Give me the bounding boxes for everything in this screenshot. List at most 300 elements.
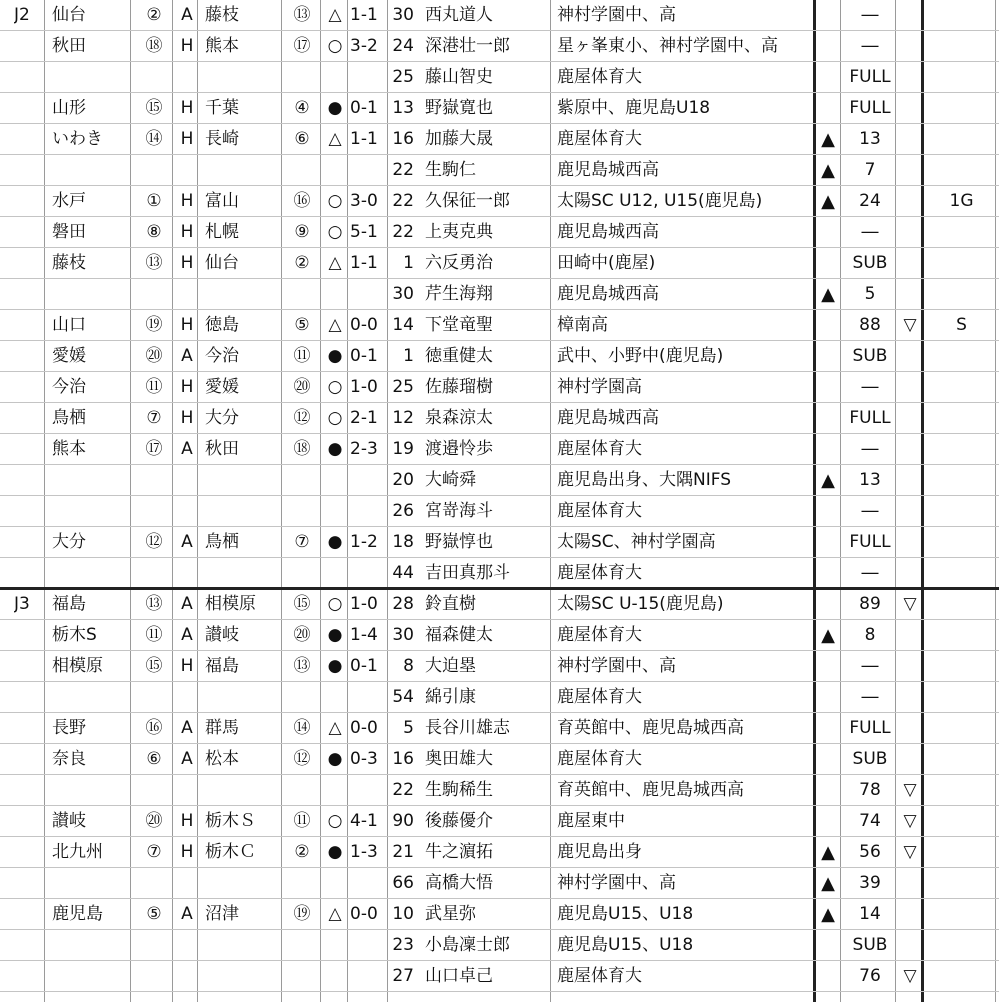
row-divider: [0, 92, 999, 93]
home-away-cell: [177, 930, 197, 961]
column-divider: [813, 0, 816, 1002]
result-mark-cell: ●: [327, 532, 343, 552]
note-cell: [924, 124, 999, 155]
note-cell: [924, 0, 999, 31]
table-row: [0, 248, 999, 279]
shirt-number-cell: 13: [392, 98, 414, 118]
result-mark-cell: ○: [327, 222, 343, 242]
opponent-rank-cell: ⑤: [294, 315, 310, 335]
sub-in-cell: [815, 682, 841, 713]
team-cell: 相模原: [52, 656, 103, 676]
player-name-cell: 山口卓己: [425, 966, 493, 986]
score-cell: 3-0: [350, 191, 378, 211]
sub-in-cell: [815, 496, 841, 527]
score-cell: [350, 868, 390, 899]
minutes-cell: FULL: [849, 408, 891, 428]
score-cell: 1-1: [350, 129, 378, 149]
table-row: [0, 93, 999, 124]
shirt-number-cell: 18: [392, 532, 414, 552]
table-row: [0, 341, 999, 372]
team-rank-cell: [136, 465, 172, 496]
opponent-rank-cell: ⑮: [293, 594, 311, 614]
opponent-cell: 沼津: [205, 904, 239, 924]
team-rank-cell: ⑱: [145, 36, 163, 56]
sub-out-cell: [897, 527, 923, 558]
minutes-cell: SUB: [852, 253, 888, 273]
table-row: [0, 589, 999, 620]
table-row: [0, 868, 999, 899]
opponent-rank-cell: ⑲: [293, 904, 311, 924]
sub-out-cell: [897, 372, 923, 403]
career-history-cell: 鹿屋体育大: [557, 625, 642, 645]
minutes-cell: ―: [861, 563, 879, 583]
career-history-cell: 田崎中(鹿屋): [557, 253, 656, 273]
career-history-cell: 星ヶ峯東小、神村学園中、高: [557, 36, 778, 56]
home-away-cell: [177, 62, 197, 93]
sub-out-cell: [897, 124, 923, 155]
home-away-cell: H: [180, 98, 194, 118]
home-away-cell: A: [181, 439, 193, 459]
division-cell: [14, 837, 44, 868]
home-away-cell: A: [181, 625, 193, 645]
note-cell: [924, 62, 999, 93]
column-divider: [921, 0, 924, 1002]
sub-in-cell: ▲: [821, 129, 835, 150]
opponent-cell: 千葉: [205, 98, 239, 118]
minutes-cell: 7: [864, 160, 876, 180]
sub-out-cell: [897, 558, 923, 589]
sub-in-cell: [815, 775, 841, 806]
table-row: [0, 186, 999, 217]
score-cell: 4-1: [350, 811, 378, 831]
sub-in-cell: [815, 217, 841, 248]
sub-out-cell: [897, 744, 923, 775]
team-cell: 山形: [52, 98, 86, 118]
minutes-cell: 24: [859, 191, 881, 211]
division-cell: [14, 558, 44, 589]
shirt-number-cell: 30: [392, 5, 414, 25]
opponent-cell: [205, 930, 281, 961]
division-cell: J3: [14, 594, 30, 614]
player-name-cell: 大崎舜: [425, 470, 476, 490]
row-divider: [0, 960, 999, 961]
sub-out-cell: [897, 682, 923, 713]
career-history-cell: 太陽SC U-15(鹿児島): [557, 594, 724, 614]
sub-out-cell: [897, 279, 923, 310]
table-row: [0, 496, 999, 527]
team-rank-cell: ⑳: [145, 346, 163, 366]
player-name-cell: 生駒稀生: [425, 780, 493, 800]
minutes-cell: ―: [861, 439, 879, 459]
note-cell: [924, 775, 999, 806]
team-rank-cell: ②: [146, 5, 162, 25]
opponent-cell: [205, 961, 281, 992]
team-rank-cell: [136, 558, 172, 589]
sub-out-cell: [897, 155, 923, 186]
opponent-cell: 札幌: [205, 222, 239, 242]
opponent-cell: [205, 682, 281, 713]
table-row: [0, 62, 999, 93]
team-cell: 鹿児島: [52, 904, 103, 924]
player-name-cell: 久保征一郎: [425, 191, 510, 211]
minutes-cell: 88: [859, 315, 881, 335]
division-cell: [14, 62, 44, 93]
score-cell: 0-0: [350, 904, 378, 924]
column-divider: [840, 0, 841, 1002]
sub-out-cell: [897, 620, 923, 651]
division-cell: [14, 341, 44, 372]
team-cell: 山口: [52, 315, 86, 335]
home-away-cell: [177, 868, 197, 899]
note-cell: [924, 279, 999, 310]
shirt-number-cell: 22: [392, 191, 414, 211]
sub-out-cell: [897, 434, 923, 465]
player-name-cell: 綿引康: [425, 687, 476, 707]
player-name-cell: 福森健太: [425, 625, 493, 645]
shirt-number-cell: 25: [392, 67, 414, 87]
player-name-cell: 泉森涼太: [425, 408, 493, 428]
result-mark-cell: ○: [327, 408, 343, 428]
result-mark-cell: ●: [327, 98, 343, 118]
shirt-number-cell: 23: [392, 935, 414, 955]
opponent-cell: 藤枝: [205, 5, 239, 25]
shirt-number-cell: 16: [392, 749, 414, 769]
table-row: [0, 899, 999, 930]
row-divider: [0, 495, 999, 496]
team-cell: 水戸: [52, 191, 86, 211]
team-rank-cell: ⑮: [145, 98, 163, 118]
player-name-cell: 小島凜士郎: [425, 935, 510, 955]
team-cell: 仙台: [52, 5, 86, 25]
shirt-number-cell: 90: [392, 811, 414, 831]
result-mark-cell: [323, 558, 347, 589]
career-history-cell: 鹿児島城西高: [557, 160, 659, 180]
home-away-cell: A: [181, 5, 193, 25]
career-history-cell: 太陽SC、神村学園高: [557, 532, 716, 552]
result-mark-cell: △: [328, 5, 342, 25]
note-cell: [924, 713, 999, 744]
minutes-cell: ―: [861, 36, 879, 56]
note-cell: [924, 341, 999, 372]
score-cell: [350, 62, 390, 93]
division-cell: [14, 93, 44, 124]
note-cell: [924, 372, 999, 403]
home-away-cell: [177, 558, 197, 589]
note-cell: [924, 558, 999, 589]
sub-in-cell: [815, 31, 841, 62]
score-cell: 0-0: [350, 718, 378, 738]
shirt-number-cell: 25: [392, 377, 414, 397]
sub-out-cell: [897, 713, 923, 744]
sub-out-cell: [897, 403, 923, 434]
table-row: [0, 744, 999, 775]
shirt-number-cell: 16: [392, 129, 414, 149]
sub-in-cell: [815, 93, 841, 124]
team-rank-cell: [136, 279, 172, 310]
division-cell: [14, 496, 44, 527]
player-name-cell: 野嶽惇也: [425, 532, 493, 552]
shirt-number-cell: 24: [392, 36, 414, 56]
home-away-cell: H: [180, 222, 194, 242]
home-away-cell: H: [180, 377, 194, 397]
minutes-cell: 8: [864, 625, 876, 645]
minutes-cell: 78: [859, 780, 881, 800]
opponent-cell: [205, 868, 281, 899]
score-cell: 0-1: [350, 346, 378, 366]
opponent-rank-cell: ⑦: [294, 532, 310, 552]
opponent-cell: 大分: [205, 408, 239, 428]
column-divider: [387, 0, 388, 1002]
shirt-number-cell: 8: [403, 656, 414, 676]
opponent-rank-cell: ⑨: [294, 222, 310, 242]
table-row: [0, 558, 999, 589]
team-cell: [52, 279, 130, 310]
team-rank-cell: ⑭: [145, 129, 163, 149]
score-cell: 1-0: [350, 377, 378, 397]
minutes-cell: FULL: [849, 67, 891, 87]
career-history-cell: 鹿児島U15、U18: [557, 935, 694, 955]
opponent-rank-cell: ⑪: [293, 346, 311, 366]
note-cell: [924, 403, 999, 434]
sub-in-cell: [815, 403, 841, 434]
score-cell: 0-1: [350, 656, 378, 676]
opponent-cell: 栃木Ｓ: [205, 811, 256, 831]
career-history-cell: 神村学園中、高: [557, 873, 676, 893]
sub-out-cell: [897, 62, 923, 93]
division-cell: [14, 310, 44, 341]
shirt-number-cell: 28: [392, 594, 414, 614]
table-row: [0, 372, 999, 403]
division-cell: [14, 806, 44, 837]
opponent-rank-cell: ⑥: [294, 129, 310, 149]
shirt-number-cell: 54: [392, 687, 414, 707]
player-name-cell: 生駒仁: [425, 160, 476, 180]
team-rank-cell: ⑯: [145, 718, 163, 738]
sub-in-cell: [815, 341, 841, 372]
sub-out-cell: [897, 217, 923, 248]
career-history-cell: 鹿屋体育大: [557, 501, 642, 521]
sub-in-cell: ▲: [821, 873, 835, 894]
table-row: [0, 279, 999, 310]
note-cell: [924, 682, 999, 713]
division-cell: [14, 651, 44, 682]
player-name-cell: 渡邉怜歩: [425, 439, 493, 459]
opponent-cell: [205, 465, 281, 496]
note-cell: [924, 465, 999, 496]
team-cell: 奈良: [52, 749, 86, 769]
player-name-cell: 高橋大悟: [425, 873, 493, 893]
table-row: [0, 0, 999, 31]
career-history-cell: 神村学園高: [557, 377, 642, 397]
division-cell: [14, 31, 44, 62]
note-cell: [924, 930, 999, 961]
minutes-cell: 39: [859, 873, 881, 893]
note-cell: 1G: [949, 191, 974, 211]
row-divider: [0, 774, 999, 775]
sub-out-cell: [897, 496, 923, 527]
team-rank-cell: ⑳: [145, 811, 163, 831]
opponent-cell: 松本: [205, 749, 239, 769]
division-cell: [14, 155, 44, 186]
score-cell: 0-0: [350, 315, 378, 335]
minutes-cell: 13: [859, 470, 881, 490]
score-cell: 1-0: [350, 594, 378, 614]
career-history-cell: 鹿屋体育大: [557, 439, 642, 459]
opponent-cell: 相模原: [205, 594, 256, 614]
team-rank-cell: ⑤: [146, 904, 162, 924]
opponent-cell: [205, 775, 281, 806]
division-cell: [14, 899, 44, 930]
team-rank-cell: ⑬: [145, 594, 163, 614]
career-history-cell: 鹿屋体育大: [557, 67, 642, 87]
opponent-cell: [205, 496, 281, 527]
minutes-cell: SUB: [852, 749, 888, 769]
minutes-cell: 13: [859, 129, 881, 149]
team-rank-cell: ⑧: [146, 222, 162, 242]
result-mark-cell: ●: [327, 439, 343, 459]
home-away-cell: [177, 279, 197, 310]
result-mark-cell: [323, 930, 347, 961]
table-row: [0, 527, 999, 558]
player-name-cell: 長谷川雄志: [425, 718, 510, 738]
opponent-rank-cell: ⑯: [293, 191, 311, 211]
row-divider: [0, 309, 999, 310]
minutes-cell: ―: [861, 377, 879, 397]
player-name-cell: 牛之濵拓: [425, 842, 493, 862]
team-cell: 長野: [52, 718, 86, 738]
team-cell: [52, 930, 130, 961]
team-cell: 藤枝: [52, 253, 86, 273]
team-rank-cell: ⑲: [145, 315, 163, 335]
sub-in-cell: [815, 527, 841, 558]
team-cell: 讃岐: [52, 811, 86, 831]
career-history-cell: 育英館中、鹿児島城西高: [557, 718, 744, 738]
row-divider: [0, 433, 999, 434]
player-name-cell: 奥田雄大: [425, 749, 493, 769]
career-history-cell: 武中、小野中(鹿児島): [557, 346, 724, 366]
table-row: [0, 961, 999, 992]
sub-out-cell: ▽: [903, 966, 917, 986]
opponent-rank-cell: ⑭: [293, 718, 311, 738]
opponent-cell: 長崎: [205, 129, 239, 149]
opponent-rank-cell: ⑫: [293, 408, 311, 428]
career-history-cell: 鹿児島城西高: [557, 408, 659, 428]
result-mark-cell: ○: [327, 36, 343, 56]
team-rank-cell: [136, 775, 172, 806]
team-cell: 栃木S: [52, 625, 97, 645]
sub-in-cell: [815, 961, 841, 992]
score-cell: [350, 496, 390, 527]
result-mark-cell: [323, 465, 347, 496]
team-cell: [52, 868, 130, 899]
opponent-cell: [205, 155, 281, 186]
result-mark-cell: △: [328, 129, 342, 149]
table-row: [0, 310, 999, 341]
division-cell: [14, 279, 44, 310]
opponent-cell: 鳥栖: [205, 532, 239, 552]
opponent-cell: 栃木Ｃ: [205, 842, 256, 862]
division-cell: [14, 527, 44, 558]
minutes-cell: FULL: [849, 718, 891, 738]
division-cell: [14, 713, 44, 744]
home-away-cell: [177, 961, 197, 992]
minutes-cell: 76: [859, 966, 881, 986]
row-divider: [0, 557, 999, 558]
note-cell: [924, 496, 999, 527]
row-divider: [0, 836, 999, 837]
row-divider: [0, 619, 999, 620]
opponent-rank-cell: ⑬: [293, 5, 311, 25]
table-row: [0, 930, 999, 961]
division-cell: [14, 465, 44, 496]
column-divider: [895, 0, 896, 1002]
team-cell: 鳥栖: [52, 408, 86, 428]
opponent-cell: [205, 279, 281, 310]
minutes-cell: ―: [861, 5, 879, 25]
minutes-cell: SUB: [852, 346, 888, 366]
score-cell: [350, 465, 390, 496]
minutes-cell: 74: [859, 811, 881, 831]
sub-in-cell: ▲: [821, 842, 835, 863]
score-cell: 0-1: [350, 98, 378, 118]
opponent-rank-cell: [284, 961, 320, 992]
result-mark-cell: [323, 496, 347, 527]
team-cell: [52, 682, 130, 713]
table-row: [0, 124, 999, 155]
row-divider: [0, 743, 999, 744]
division-cell: [14, 217, 44, 248]
opponent-cell: 今治: [205, 346, 239, 366]
minutes-cell: ―: [861, 501, 879, 521]
division-cell: [14, 620, 44, 651]
division-cell: [14, 744, 44, 775]
opponent-rank-cell: ⑱: [293, 439, 311, 459]
row-divider: [0, 898, 999, 899]
opponent-rank-cell: [284, 930, 320, 961]
minutes-cell: 89: [859, 594, 881, 614]
result-mark-cell: △: [328, 253, 342, 273]
team-cell: [52, 496, 130, 527]
player-name-cell: 武星弥: [425, 904, 476, 924]
note-cell: [924, 527, 999, 558]
column-divider: [172, 0, 173, 1002]
minutes-cell: 14: [859, 904, 881, 924]
home-away-cell: A: [181, 346, 193, 366]
shirt-number-cell: 22: [392, 222, 414, 242]
column-divider: [320, 0, 321, 1002]
sub-in-cell: [815, 806, 841, 837]
sub-out-cell: [897, 248, 923, 279]
result-mark-cell: [323, 682, 347, 713]
result-mark-cell: ○: [327, 191, 343, 211]
opponent-cell: 群馬: [205, 718, 239, 738]
sub-in-cell: [815, 310, 841, 341]
row-divider: [0, 526, 999, 527]
result-mark-cell: ○: [327, 811, 343, 831]
shirt-number-cell: 30: [392, 284, 414, 304]
player-name-cell: 六反勇治: [425, 253, 493, 273]
row-divider: [0, 30, 999, 31]
result-mark-cell: ●: [327, 625, 343, 645]
result-mark-cell: [323, 775, 347, 806]
home-away-cell: H: [180, 253, 194, 273]
team-cell: [52, 465, 130, 496]
home-away-cell: A: [181, 749, 193, 769]
player-name-cell: 野嶽寛也: [425, 98, 493, 118]
column-divider: [347, 0, 348, 1002]
opponent-rank-cell: [284, 62, 320, 93]
sub-in-cell: ▲: [821, 625, 835, 646]
